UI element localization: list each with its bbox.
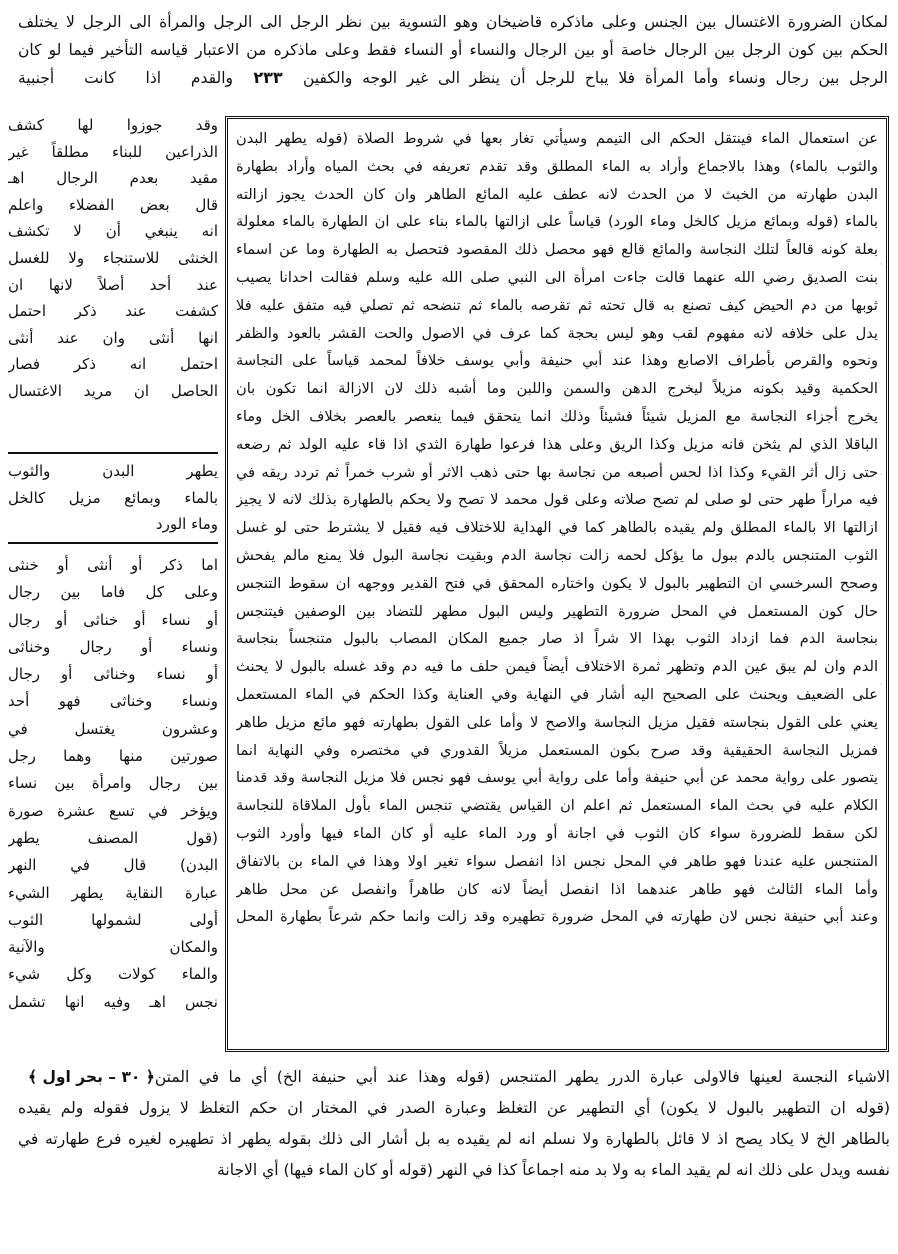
side-column-continuation: والقدم اذا كانت أجنبية (18, 69, 233, 87)
margin-line: ويؤخر في تسع عشرة صورة (8, 801, 218, 820)
margin-line: عبارة النقاية يطهر الشيء (8, 883, 218, 902)
main-line: فمزيل النجاسة الحقيقية وقد صرح بكون المستعمل مزيلاً القدوري في مختصره وفي النهاية انما (236, 741, 878, 759)
main-line: الكلام عليه في بحث الماء المستعمل ثم اعلم ان القياس يقتضي تنجس الماء بأول الملاقاة للنجاسة (236, 797, 878, 815)
main-line: البدن طهارته من الخبث لا من الحدث لانه عطف عليه المائع الطاهر وان كان الحدث يجوز ازالته (236, 185, 878, 203)
margin-line: انها أنثى وان عند أنثى (8, 328, 218, 347)
main-line: يعني على القول بنجاسته فقيل مزيل النجاسة والاصح لا وأما على القول بطهارته فهو مائع مزيل طاهر (236, 713, 878, 731)
margin-line: وقد جوزوا لها كشف (8, 116, 218, 134)
margin-line: اما ذكر أو أنثى أو خنثى (8, 556, 218, 574)
matn-excerpt-box (8, 452, 218, 544)
scan-speck: · (879, 470, 883, 480)
main-line: وعند أبي حنيفة نجس لان طهارته في المحل ضرورة تطهيره وقد زالت وانما حكم شرعاً بطهارة المحل (236, 908, 878, 926)
main-line: الثوب المتنجس بالدم ببول ما يؤكل لحمه زالت نجاسة الدم وبقيت نجاسة البول فلا يمنع مالم يفحش (236, 546, 878, 564)
margin-line: وعلى كل فاما بين رجال (8, 583, 218, 602)
main-line: يخرج أجزاء النجاسة مع المزيل شيئاً فشيئاً وذلك انما يتحقق فيما ينعصر بالعصر بخلاف الخل وماء (236, 407, 878, 425)
margin-line: البدن) قال في النهر (8, 856, 218, 875)
header-line-1: لمكان الضرورة الاغتسال بين الجنس وعلى ماذكره قاضيخان وهو التسوية بين نظر الرجل الى الرجل والمرأة الى الرجل لا يختلف (18, 13, 888, 31)
main-line: يدل على خلافه لانه مفهوم لقب وهو ليس بحجة كما عرف في الاصول والحت القشر بالعود والظفر (236, 324, 878, 342)
main-line: وأما الماء الثالث فهو طاهر عندهما اذا انفصل أيضاً لانه كان طاهراً وانفصل عن محل طاهر (236, 880, 878, 898)
margin-line: احتمل انه ذكر فصار (8, 355, 218, 374)
margin-line: أو نساء أو خناثى أو رجال (8, 610, 218, 629)
main-line (236, 1015, 878, 1043)
main-line: ازالتها الا بالماء المطلق ولم يقيده بالطاهر كما في الهداية للاختلاف فيه فقيل لا يشترط حتى لو غسل (236, 519, 878, 537)
main-line (236, 959, 878, 987)
margin-line: الذراعين للبناء مطلقاً غير (8, 142, 218, 161)
margin-line: قال بعض الفضلاء واعلم (8, 195, 218, 214)
main-line: بعلة كونه قالعاً لتلك النجاسة والمائع قالع فهو محصل ذلك المقصود فتحصل به الطهارة وما عن اسماء (236, 241, 878, 259)
margin-line: ونساء أو رجال وخناثى (8, 637, 218, 656)
margin-line: نجس اهـ وفيه انها تشمل (8, 992, 218, 1011)
main-line: لكن سقط للضرورة سواء كان الثوب في اجانة أو ورد الماء عليه أو كان الماء فيها وأورد الثوب (236, 824, 878, 842)
main-line: الحكمية وقيد بكونه مزيلاً ليخرج الدهن والسمن واللبن وما أشبه ذلك لان الازالة انما تكون بان (236, 380, 878, 398)
header-line-2: الحكم بين كون الرجل بين الرجال خاصة أو بين الرجال والنساء أو النساء فقط وعلى ماذكره من الاعتبار قياسه التأخير فيما لو كان (18, 41, 888, 59)
main-line: بنت الصديق رضي الله عنهما قالت جاءت امرأة الى النبي صلى الله عليه وسلم فقالت احدانا يصيب (236, 268, 878, 286)
margin-commentary (8, 112, 218, 1052)
footnote-line: نفسه ويدل على ذلك انه لم يقيد الماء به ولا بد منه اجماعاً كذا في النهر (قوله أو كان الماء فيها) أي الاجانة (217, 1161, 890, 1179)
margin-line: الحاصل ان مريد الاغتسال (8, 381, 218, 400)
margin-line: ونساء وخناثى فهو أحد (8, 692, 218, 711)
scan-speck: · (879, 260, 883, 270)
footnote-line-1-text: الاشياء النجسة لعينها فالاولى عبارة الدرر يطهر المتنجس (قوله وهذا عند أبي حنيفة الخ) أي ما في المتن (154, 1068, 890, 1086)
main-line: على الضعيف ويحنث على الصحيح اليه أشار في النهاية وفي العناية وكذا الحكم في الماء المستعمل (236, 685, 878, 703)
matn-line: وماء الورد (155, 515, 218, 534)
main-line: ثوبها من دم الحيض كيف تصنع به قال تحته ثم تقرصه بالماء ثم تنضحه ثم تصلي فيه متفق عليه فلا (236, 296, 878, 314)
footnote-line-1 (18, 1062, 890, 1093)
margin-line: (قول المصنف يطهر (8, 828, 218, 847)
main-line: ونحوه والقرص بأطراف الاصابع وهذا عند أبي حنيفة وأبي يوسف خلافاً لمحمد قياساً على النجاسة (236, 352, 878, 370)
header-line-3-text: الرجل بين رجال ونساء وأما المرأة فلا يباح للرجل أن ينظر الى غير الوجه والكفين (303, 69, 888, 87)
margin-line: الخنثى للاستنجاء ولا للغسل (8, 248, 218, 267)
main-line: بالماء (قوله وبمائع مزيل كالخل وماء الورد) قياساً على ازالتها بالماء بناء على ان الطهارة بالماء معلولة (236, 213, 878, 231)
main-line (236, 987, 878, 1015)
margin-line: عند أحد أصلاً لانها ان (8, 275, 218, 294)
matn-line: يطهر البدن والثوب (8, 462, 218, 480)
signature-mark: ﴿ ٣٠ – بحر اول ﴾ (28, 1068, 155, 1086)
main-line: عن استعمال الماء فينتقل الحكم الى التيمم وسيأتي تغار بعها في شروط الصلاة (قوله يطهر البدن (236, 130, 878, 147)
matn-line: بالماء وبمائع مزيل كالخل (8, 488, 218, 507)
page-header (18, 8, 888, 92)
margin-line: وعشرون يغتسل في (8, 719, 218, 738)
footnote-line: (قوله ان التطهير بالبول لا يكون) أي التطهير عن التغلظ وعبارة الصدر في المختار ان حكم التغلظ لا يزول فقوله ولم يقيده (18, 1099, 890, 1117)
page-footnotes (18, 1062, 890, 1186)
margin-line: صورتين منها وهما رجل (8, 747, 218, 766)
margin-line: انه ينبغي أن لا تكشف (8, 222, 218, 241)
main-line: يتصور على رواية محمد عن أبي حنيفة وأما على رواية أبي يوسف فهو نجس فلا مزيل النجاسة وقد قدمنا (236, 769, 878, 787)
main-line: حتى زال أثر القيء وكذا اذا لحس أصبعه من نجاسة بها حتى ذهب الاثر أو شرب خمراً ثم تردد ريقه في (236, 463, 878, 481)
scan-speck: · (879, 680, 883, 690)
main-line: فيه مراراً طهر حتى لو صلى لم تصح صلاته وعلى قول محمد لا تصح ولا يحكم بالطهارة بذلك لانه لا يجيز (236, 491, 878, 509)
main-text-box (225, 116, 889, 1052)
footnote-line: بالطاهر الخ لا يكاد يصح اذ لا قائل بالطهارة ولا نسلم انه لم يقيده به بل أشار الى ذلك بقوله يطهر اذ تطهيره لغيره فرع طهارته في (18, 1130, 890, 1148)
main-line: حال كون المستعمل في المحل ضرورة التطهير وليس البول مطهر للتضاد بين الوصفين فيتنجس (236, 602, 878, 620)
margin-line: أولى لشمولها الثوب (8, 910, 218, 929)
margin-line: والمكان والآنية (8, 938, 218, 957)
margin-line: بين رجال وامرأة بين نساء (8, 774, 218, 793)
page-number: ٢٣٣ (253, 68, 283, 87)
main-line: وصحح السرخسي ان التطهير بالبول لا يكون واختاره المحقق في فتح القدير ووجهه ان سقوط التنجس (236, 574, 878, 592)
main-line: المتنجس عليه عندنا فهو طاهر في المحل نجس اذا انفصل سواء تغير اولا وهذا في الماء بن بالاتفاق (236, 852, 878, 870)
header-line-3 (18, 64, 888, 92)
main-line: الباقلا الذي لم يثخن فانه مزيل وكذا الريق وعلى هذا فرعوا طهارة الثدي اذا قاء عليه الولد ثم رضعه (236, 435, 878, 453)
main-line: بنجاسة الدم فما ازداد الثوب بهذا الا شراً اذ صار جميع المكان المصاب بالبول متنجساً بنجاسة (236, 630, 878, 648)
margin-line: والماء كولات وكل شيء (8, 965, 218, 984)
margin-commentary-top (8, 112, 218, 405)
main-line: الدم وان لم يبق عين الدم وتظهر ثمرة الاختلاف أيضاً فيمن حلف ما فيه دم وقد غسله بالبول لا يحنث (236, 658, 878, 676)
main-line (236, 931, 878, 959)
margin-line: أو نساء وخناثى أو رجال (8, 665, 218, 684)
margin-line: مقيد بعدم الرجال اهـ (8, 169, 218, 188)
margin-line: كشفت عند ذكر احتمل (8, 302, 218, 321)
margin-commentary-bottom (8, 552, 218, 1016)
main-line: والثوب بالماء) وهذا بالاجماع وأراد به الماء المطلق وقد تقدم تعريفه في بحث المياه وأراد بطهارة (236, 157, 878, 175)
